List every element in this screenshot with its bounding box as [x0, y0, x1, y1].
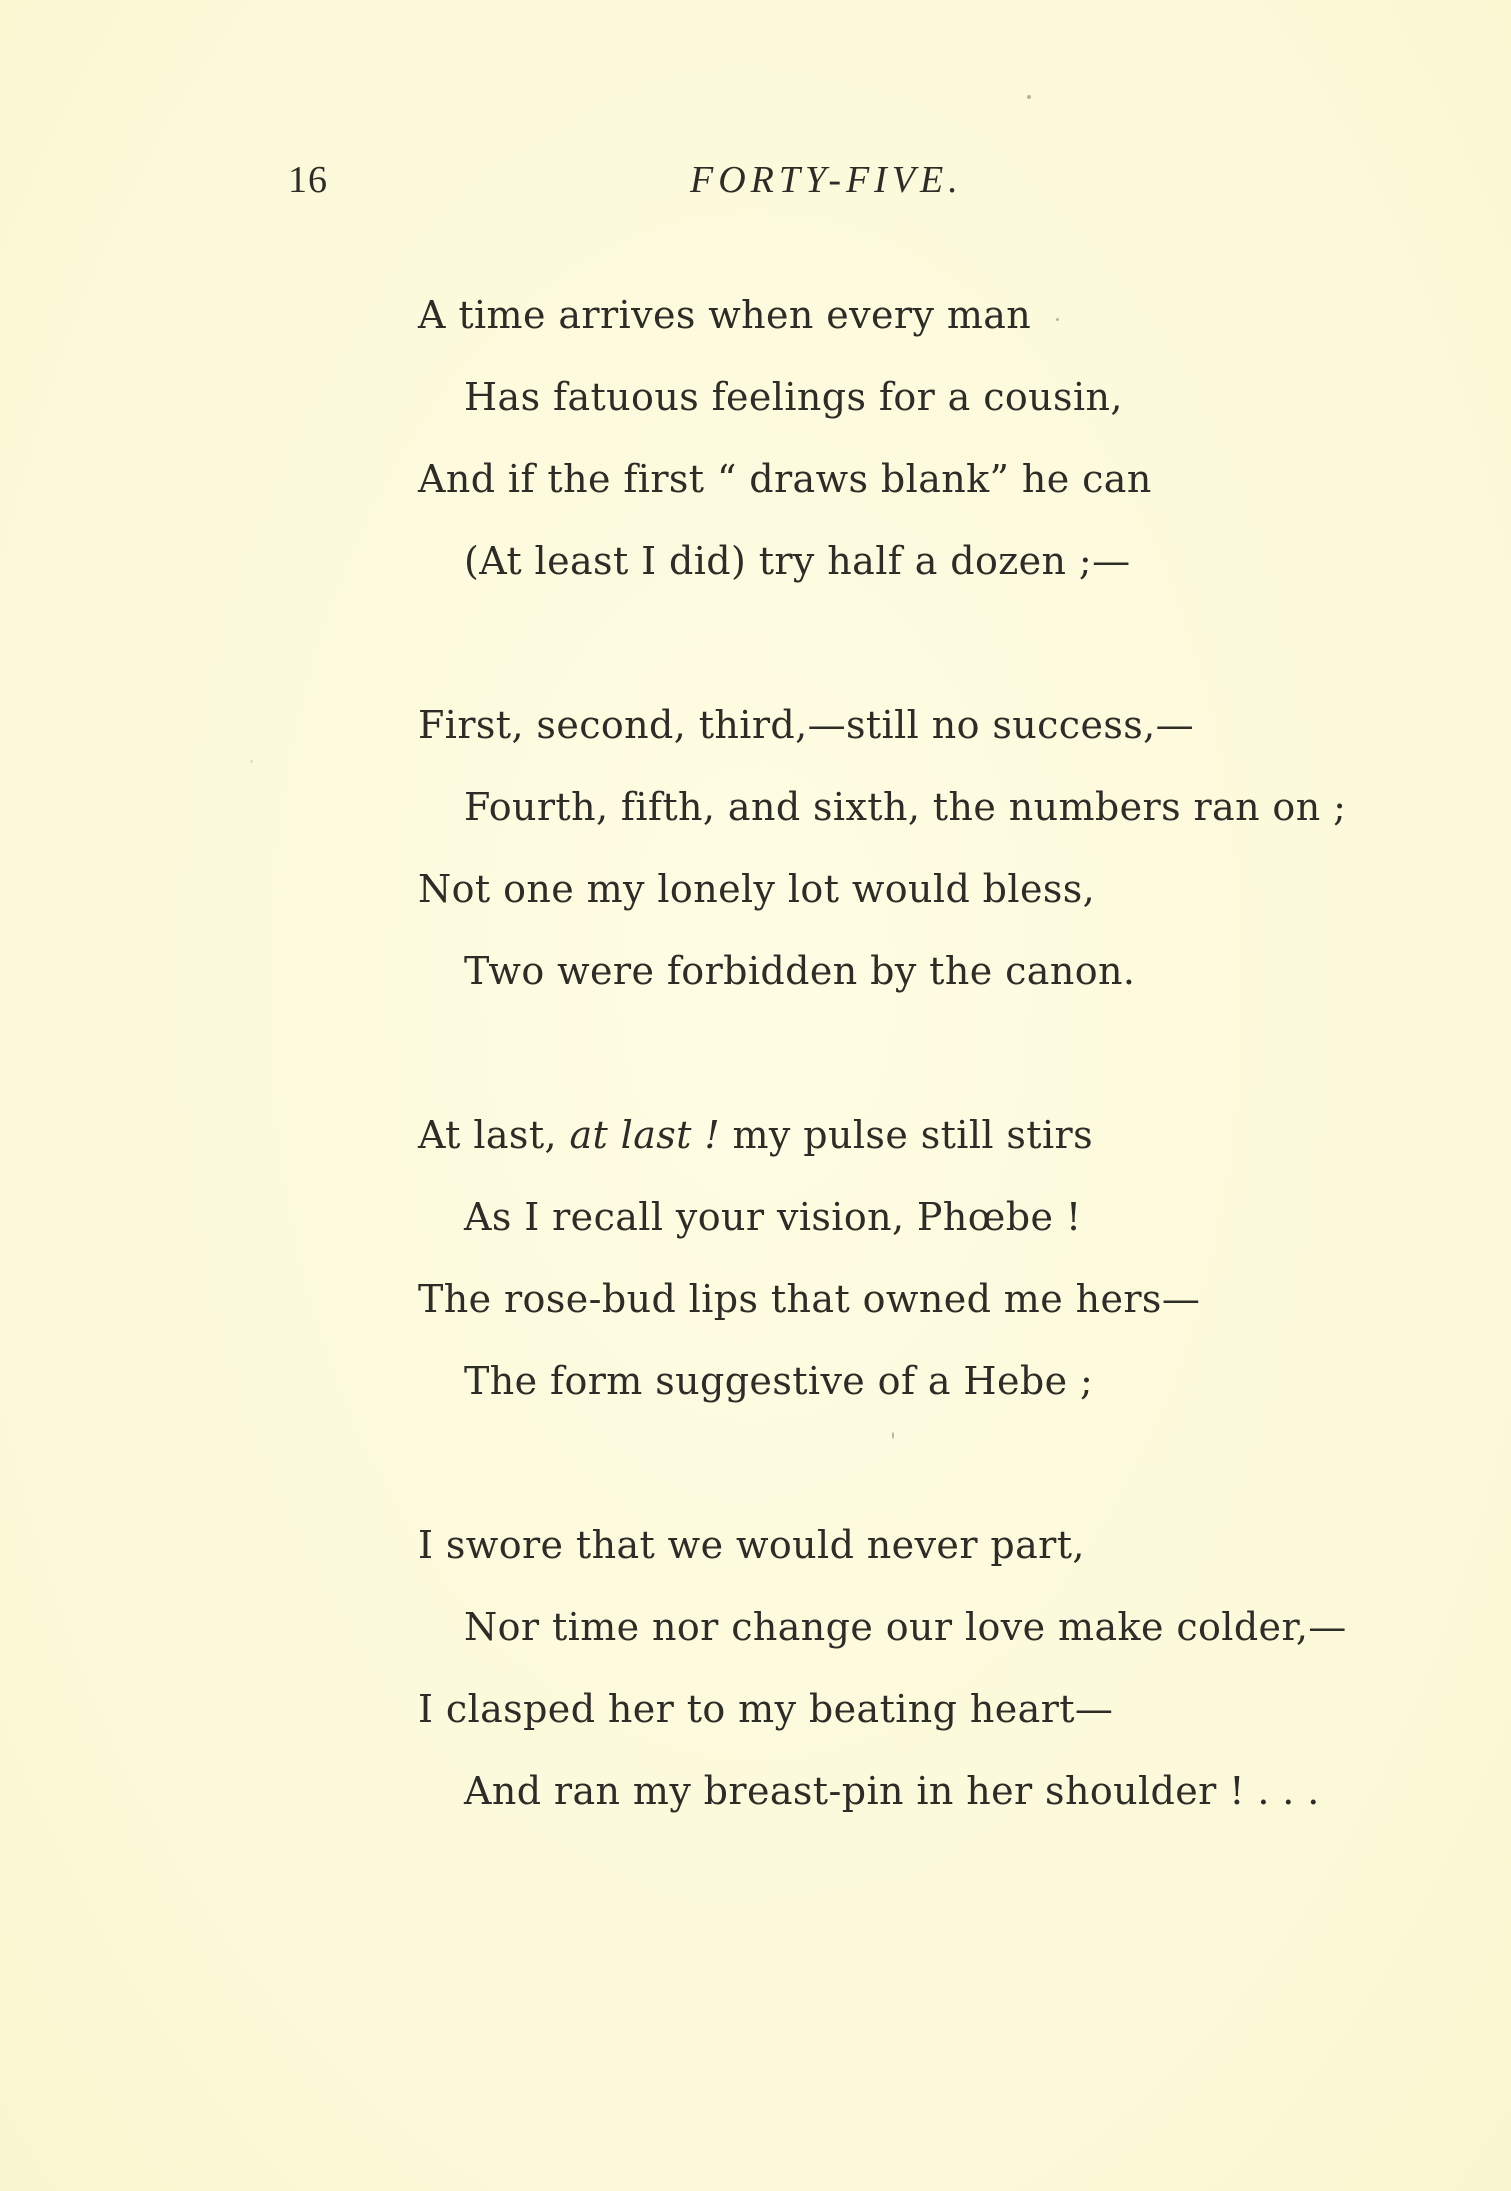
- poem-line: (At least I did) try half a dozen ;—: [464, 539, 1131, 583]
- poem-line: Has fatuous feelings for a cousin,: [464, 375, 1123, 419]
- poem-line: I swore that we would never part,: [418, 1523, 1085, 1567]
- poem-line: Nor time nor change our love make colder,—: [464, 1605, 1347, 1649]
- italic-phrase: at last !: [569, 1113, 721, 1157]
- poem-line: First, second, third,—still no success,—: [418, 703, 1195, 747]
- running-title: FORTY-FIVE.: [690, 159, 963, 201]
- paper-speck: [1027, 95, 1031, 99]
- poem: [418, 288, 1478, 1928]
- poem-line: A time arrives when every man: [418, 293, 1032, 337]
- line-text: my pulse still stirs: [720, 1113, 1093, 1157]
- stanza-1: [418, 288, 1478, 616]
- poem-line: [418, 1108, 1478, 1190]
- line-text: At last,: [418, 1113, 570, 1157]
- stanza-2: [418, 698, 1478, 1026]
- paper-speck: [250, 760, 253, 763]
- stanza-4: [418, 1518, 1478, 1846]
- poem-line: The rose-bud lips that owned me hers—: [418, 1277, 1201, 1321]
- poem-line: And if the first “ draws blank” he can: [418, 457, 1152, 501]
- page-number: 16: [288, 159, 328, 201]
- poem-line: The form suggestive of a Hebe ;: [464, 1359, 1094, 1403]
- poem-line: I clasped her to my beating heart—: [418, 1687, 1114, 1731]
- stanza-3: [418, 1108, 1478, 1436]
- poem-line: Fourth, fifth, and sixth, the numbers ran on ;: [464, 785, 1347, 829]
- poem-line: As I recall your vision, Phœbe !: [464, 1195, 1082, 1239]
- poem-line: Not one my lonely lot would bless,: [418, 867, 1096, 911]
- poem-line: And ran my breast-pin in her shoulder ! . . .: [464, 1769, 1320, 1813]
- poem-line: Two were forbidden by the canon.: [464, 949, 1136, 993]
